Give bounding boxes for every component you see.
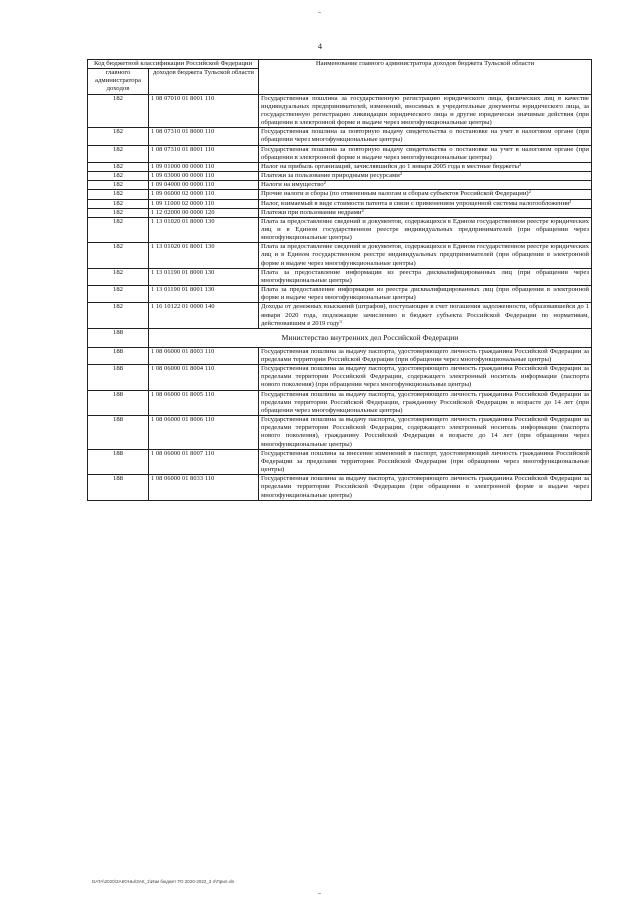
kbk-group-header: Код бюджетной классификации Российской Федерации: [88, 60, 259, 69]
revenue-code-cell: 1 12 02000 00 0000 120: [149, 208, 259, 217]
admin-code-cell: 188: [88, 449, 149, 474]
revenue-name-cell: [259, 416, 592, 450]
revenue-name-text: Государственная пошлина за выдачу паспорта, удостоверяющего личность гражданина Российской Федерации за пределами территории Российской Федерации (при обращении через многофункциональные центры): [261, 347, 590, 363]
revenue-name-cell: [259, 347, 592, 364]
revenue-name-text: Плата за предоставление информации из реестра дисквалифицированных лиц (при обращении в электронной форме и выдаче через многофункциональные центры): [261, 286, 590, 302]
revenue-code-cell: 1 09 11000 02 0000 110: [149, 199, 259, 208]
revenue-name-cell: [259, 199, 592, 208]
name-column-header: Наименование главного администратора доходов бюджета Тульской области: [259, 60, 592, 95]
revenue-name-text: Налог на прибыль организаций, зачислявшийся до 1 января 2005 года в местные бюджеты: [261, 162, 519, 170]
revenue-name-text: Государственная пошлина за повторную выдачу свидетельства о постановке на учет в налоговом органе (при обращении через многофункциональные центры): [261, 128, 590, 144]
admin-code-cell: 182: [88, 190, 149, 199]
revenue-name-text: Платежи за пользование природными ресурсами: [261, 172, 400, 180]
revenue-code-cell: 1 08 07010 01 8001 110: [149, 94, 259, 128]
revenue-name-text: Государственная пошлина за выдачу паспорта, удостоверяющего личность гражданина Российской Федерации за пределами территории Российской Федерации, гражданину Российской Федерации в возрасте до 14 лет (при обращении через многофункциональные центры): [261, 390, 590, 414]
table-row: [88, 365, 592, 390]
revenue-name-cell: [259, 217, 592, 242]
admin-code-cell: 188: [88, 390, 149, 415]
admin-code-cell: 182: [88, 128, 149, 145]
revenue-code-cell: 1 13 01190 01 8000 130: [149, 268, 259, 285]
revenue-name-cell: [259, 303, 592, 328]
revenue-name-text: Государственная пошлина за государственную регистрацию юридического лица, физических лиц в качестве индивидуальных предпринимателей, изменений, вносимых в учредительные документы юридического лица, за государственную регистрацию ликвидации юридического лица и другие юридически значимые действия (при обращении в электронной форме и выдаче через многофункциональные центры): [261, 94, 590, 127]
revenue-code-cell: 1 08 06000 01 8007 110: [149, 449, 259, 474]
scan-speck: [318, 893, 321, 894]
footnote-marker: 2: [323, 180, 326, 186]
admin-code-cell: 182: [88, 181, 149, 190]
revenue-name-cell: [259, 475, 592, 500]
revenue-name-text: Налог, взимаемый в виде стоимости патента в связи с применением упрощенной системы налогообложения: [261, 199, 570, 207]
table-row: [88, 347, 592, 364]
table-row: [88, 190, 592, 199]
revenue-name-cell: [259, 390, 592, 415]
table-row: [88, 199, 592, 208]
table-row: [88, 449, 592, 474]
admin-code-cell: 182: [88, 145, 149, 162]
revenue-name-text: Налоги на имущество: [261, 181, 324, 189]
revenue-code-cell: 1 08 06000 01 8004 110: [149, 365, 259, 390]
revenue-name-text: Платежи при пользовании недрами: [261, 208, 362, 216]
revenue-code-cell: 1 09 04000 00 0000 110: [149, 181, 259, 190]
table-row: [88, 181, 592, 190]
table-row: [88, 172, 592, 181]
table-row: [88, 94, 592, 128]
revenue-name-cell: [259, 94, 592, 128]
table-row: [88, 243, 592, 268]
admin-code-cell: 182: [88, 162, 149, 171]
footnote-marker: 2: [399, 171, 403, 177]
revenue-name-cell: [259, 181, 592, 190]
revenue-code-cell: 1 13 01020 01 8000 130: [149, 217, 259, 242]
revenue-name-cell: [259, 449, 592, 474]
revenue-name-text: Доходы от денежных взысканий (штрафов), поступающие в счет погашения задолженности, образовавшейся до 1 января 2020 года, подлежащие зачислению в бюджет субъекта Российской Федерации по нормативам, действовавшим в 2019 году: [261, 303, 590, 327]
revenue-code-cell: 1 08 06000 01 8006 110: [149, 416, 259, 450]
revenue-name-cell: [259, 365, 592, 390]
admin-code-cell: 188: [88, 416, 149, 450]
revenue-code-cell: 1 13 01020 01 8001 130: [149, 243, 259, 268]
revenue-column-header: доходов бюджета Тульской области: [149, 69, 259, 94]
revenue-code-cell: 1 08 06000 01 8003 110: [149, 347, 259, 364]
revenue-administrators-table: [87, 59, 592, 501]
revenue-name-cell: [259, 172, 592, 181]
revenue-name-cell: [259, 208, 592, 217]
revenue-name-cell: [259, 190, 592, 199]
revenue-name-cell: [259, 128, 592, 145]
footnote-marker: 2: [361, 207, 364, 213]
footnote-marker: 2: [569, 198, 572, 204]
revenue-name-text: Плата за предоставление сведений и документов, содержащихся в Едином государственном реестре юридических лиц и в Едином государственном реестре индивидуальных предпринимателей (при обращении в электронной форме и выдаче через многофункциональные центры): [261, 243, 590, 267]
table-row: [88, 268, 592, 285]
revenue-name-text: Государственная пошлина за повторную выдачу свидетельства о постановке на учет в налоговом органе (при обращении в электронной форме и выдаче через многофункциональные центры): [261, 145, 590, 161]
revenue-name-cell: [259, 286, 592, 303]
revenue-name-cell: [259, 162, 592, 171]
revenue-code-cell: 1 13 01190 01 8001 130: [149, 286, 259, 303]
page-number: 4: [318, 42, 322, 51]
revenue-name-cell: [259, 268, 592, 285]
revenue-code-cell: 1 09 03000 00 0000 110: [149, 172, 259, 181]
admin-code-cell: 182: [88, 217, 149, 242]
revenue-name-text: Государственная пошлина за выдачу паспорта, удостоверяющего личность гражданина Российской Федерации за пределами территории Российской Федерации (при обращении в электронной форме и выдаче через многофункциональные центры): [261, 475, 590, 499]
revenue-code-cell: 1 09 06000 02 0000 110: [149, 190, 259, 199]
revenue-name-text: Государственная пошлина за выдачу паспорта, удостоверяющего личность гражданина Российской Федерации за пределами территории Российской Федерации, содержащего электронный носитель информации (паспорта нового поколения), гражданину Российской Федерации в возрасте до 14 лет (при обращении через многофункциональные центры): [261, 416, 590, 448]
revenue-name-text: Прочие налоги и сборы (по отмененным налогам и сборам субъектов Российской Федерации): [261, 190, 529, 198]
table-row: [88, 416, 592, 450]
admin-code-cell: 182: [88, 286, 149, 303]
table-row: [88, 128, 592, 145]
table-row: [88, 217, 592, 242]
revenue-code-cell: 1 08 07310 01 8000 110: [149, 128, 259, 145]
revenue-name-cell: [259, 145, 592, 162]
table-row: [88, 390, 592, 415]
admin-code-cell: 182: [88, 208, 149, 217]
revenue-name-text: Плата за предоставление сведений и документов, содержащихся в Едином государственном реестре юридических лиц и в Едином государственном реестре индивидуальных предпринимателей (при обращении через многофункциональные центры): [261, 217, 590, 242]
table-row: [88, 145, 592, 162]
admin-code-cell: 182: [88, 268, 149, 285]
footnote-marker: 2: [518, 161, 522, 167]
admin-column-header: главного администратора доходов: [88, 69, 149, 94]
section-title-cell: Министерство внутренних дел Российской Федерации: [149, 328, 592, 347]
admin-code-cell: 188: [88, 365, 149, 390]
revenue-name-text: Государственная пошлина за выдачу паспорта, удостоверяющего личность гражданина Российской Федерации за пределами территории Российской Федерации, содержащего электронный носитель информации (паспорта нового поколения) (при обращении через многофункциональные центры): [261, 365, 590, 389]
section-row: [88, 328, 592, 347]
revenue-code-cell: 1 08 07310 01 8001 110: [149, 145, 259, 162]
table-row: [88, 162, 592, 171]
admin-code-cell: 182: [88, 199, 149, 208]
admin-code-cell: 182: [88, 172, 149, 181]
footnote-marker: 3: [339, 318, 342, 324]
revenue-code-cell: 1 08 06000 01 8033 110: [149, 475, 259, 500]
admin-code-cell: 188: [88, 328, 149, 347]
scan-speck: [318, 12, 321, 13]
table-row: [88, 286, 592, 303]
header-row-top: [88, 60, 592, 69]
table-row: [88, 303, 592, 328]
admin-code-cell: 188: [88, 347, 149, 364]
revenue-code-cell: 1 16 10122 01 0000 140: [149, 303, 259, 328]
admin-code-cell: 182: [88, 94, 149, 128]
admin-code-cell: 188: [88, 475, 149, 500]
admin-code-cell: 182: [88, 303, 149, 328]
table-body: [88, 94, 592, 500]
revenue-code-cell: 1 09 01000 00 0000 110: [149, 162, 259, 171]
revenue-code-cell: 1 08 06000 01 8005 110: [149, 390, 259, 415]
file-path-footer: DATA\2020\ЗАКОНЫ\ЗАК_1\Изм бюджет ТО 2020-2022_3 л\Прил.xls: [92, 879, 235, 884]
admin-code-cell: 182: [88, 243, 149, 268]
footnote-marker: 2: [528, 189, 531, 195]
revenue-name-cell: [259, 243, 592, 268]
table-row: [88, 208, 592, 217]
revenue-name-text: Государственная пошлина за внесение изменений в паспорт, удостоверяющий личность гражданина Российской Федерации за пределами территории Российской Федерации (при обращении через многофункциональные центры): [261, 449, 590, 474]
revenue-name-text: Плата за предоставление информации из реестра дисквалифицированных лиц (при обращении через многофункциональные центры): [261, 268, 590, 284]
table-row: [88, 475, 592, 500]
